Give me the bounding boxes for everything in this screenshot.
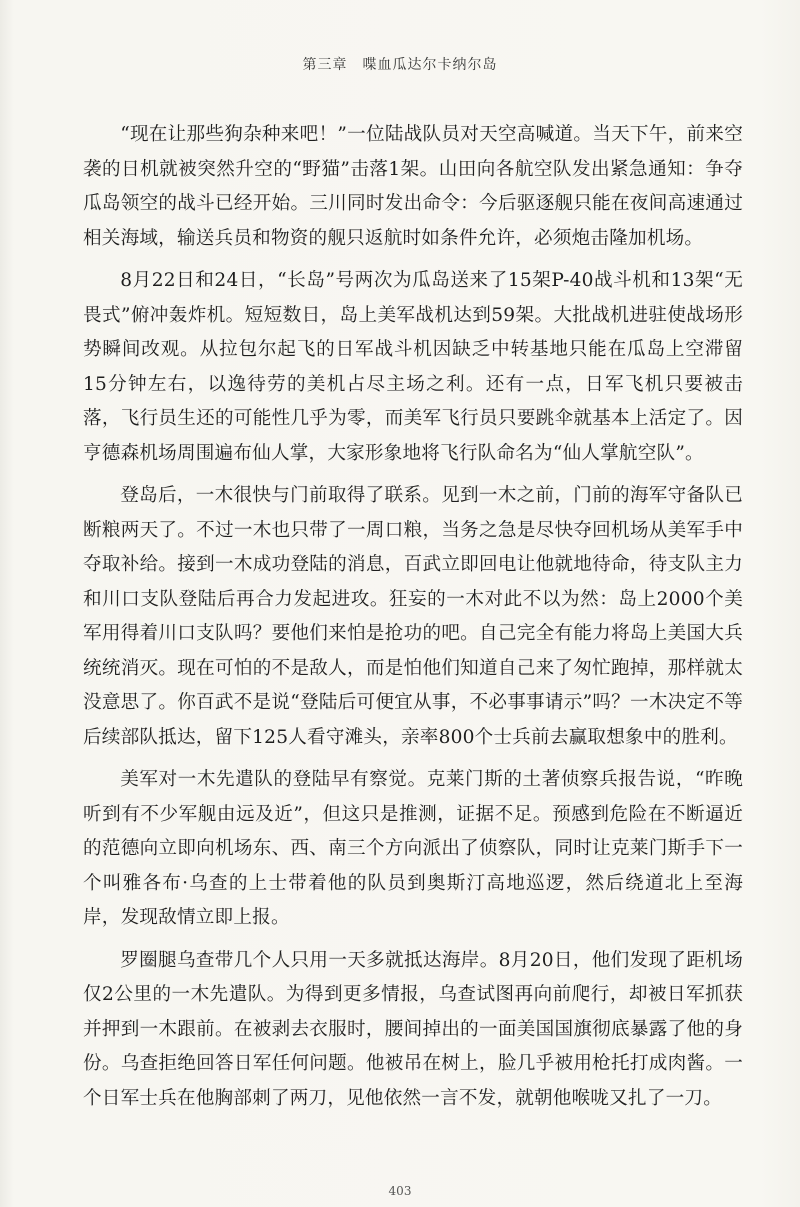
running-head: 第三章 喋血瓜达尔卡纳尔岛 <box>302 57 498 73</box>
paragraph: 8月22日和24日，“长岛”号两次为瓜岛送来了15架P-40战斗机和13架“无畏式”俯冲轰炸机。短短数日，岛上美军战机达到59架。大批战机进驻使战场形势瞬间改观。从拉包尔起飞的日军战斗机因缺乏中转基地只能在瓜岛上空滞留15分钟左右，以逸待劳的美机占尽主场之利。还有一点，日军飞机只要被击落，飞行员生还的可能性几乎为零，而美军飞行员只要跳伞就基本上活定了。因亨德森机场周围遍布仙人掌，大家形象地将飞行队命名为“仙人掌航空队”。 <box>83 270 743 464</box>
paragraph: 登岛后，一木很快与门前取得了联系。见到一木之前，门前的海军守备队已断粮两天了。不过一木也只带了一周口粮，当务之急是尽快夺回机场从美军手中夺取补给。接到一木成功登陆的消息，百武立即回电让他就地待命，待支队主力和川口支队登陆后再合力发起进攻。狂妄的一木对此不以为然：岛上2000个美军用得着川口支队吗？要他们来怕是抢功的吧。自己完全有能力将岛上美国大兵统统消灭。现在可怕的不是敌人，而是怕他们知道自己来了匆忙跑掉，那样就太没意思了。你百武不是说“登陆后可便宜从事，不必事事请示”吗？一木决定不等后续部队抵达，留下125人看守滩头，亲率800个士兵前去赢取想象中的胜利。 <box>83 485 743 748</box>
page-number: 403 <box>388 1184 412 1198</box>
body-text <box>83 118 743 1124</box>
paragraph: 罗圈腿乌查带几个人只用一天多就抵达海岸。8月20日，他们发现了距机场仅2公里的一木先遣队。为得到更多情报，乌查试图再向前爬行，却被日军抓获并押到一木跟前。在被剥去衣服时，腰间掉出的一面美国国旗彻底暴露了他的身份。乌查拒绝回答日军任何问题。他被吊在树上，脸几乎被用枪托打成肉酱。一个日军士兵在他胸部刺了两刀，见他依然一言不发，就朝他喉咙又扎了一刀。 <box>83 949 743 1109</box>
paragraph: “现在让那些狗杂种来吧！”一位陆战队员对天空高喊道。当天下午，前来空袭的日机就被突然升空的“野猫”击落1架。山田向各航空队发出紧急通知：争夺瓜岛领空的战斗已经开始。三川同时发出命令：今后驱逐舰只能在夜间高速通过相关海域，输送兵员和物资的舰只返航时如条件允许，必须炮击隆加机场。 <box>83 124 743 249</box>
paragraph: 美军对一木先遣队的登陆早有察觉。克莱门斯的土著侦察兵报告说，“昨晚听到有不少军舰由远及近”，但这只是推测，证据不足。预感到危险在不断逼近的范德向立即向机场东、西、南三个方向派出了侦察队，同时让克莱门斯手下一个叫雅各布·乌查的上士带着他的队员到奥斯汀高地巡逻，然后绕道北上至海岸，发现敌情立即上报。 <box>83 769 743 928</box>
